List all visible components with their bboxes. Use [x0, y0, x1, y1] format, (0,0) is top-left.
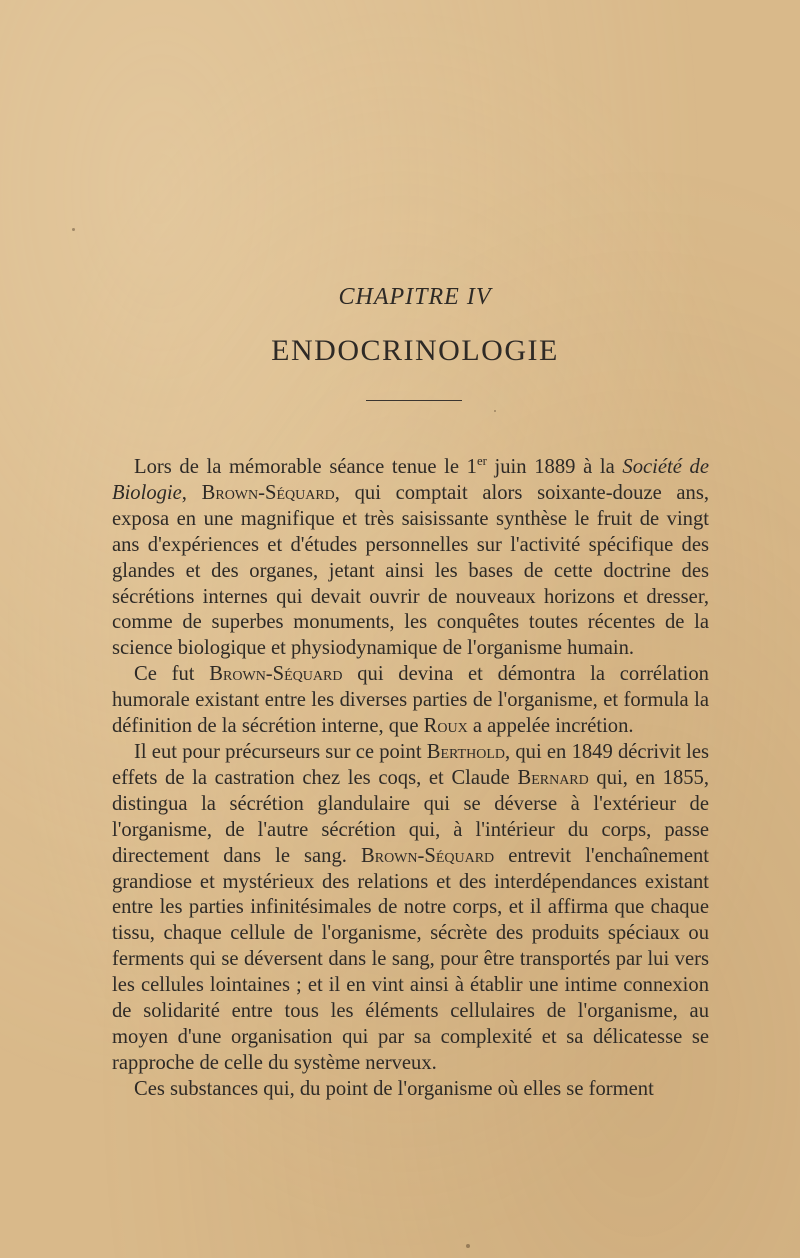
p2-text-a: Ce fut — [134, 663, 210, 686]
p4-text-a: Ces substances qui, du point de l'organisme où elles se forment — [134, 1077, 654, 1100]
paragraph-2 — [112, 662, 709, 740]
p1-text-d: , qui comptait alors soixante-douze ans, exposa en une magnifique et très saisissante synthèse le fruit de vingt ans d'expériences et d'études personnelles sur l'activité spécifique des glandes et des organes, jetant ainsi les bases de cette doctrine des sécrétions internes qui devait ouvrir de nouveaux horizons et dresser, comme de superbes monuments, les conquêtes toutes récentes de la science biologique et physiodynamique de l'organisme humain. — [112, 481, 710, 660]
p1-text-c: , — [181, 481, 202, 504]
p1-text-a: Lors de la mémorable séance tenue le 1 — [134, 456, 477, 478]
p3-text-a: Il eut pour précurseurs sur ce point — [134, 740, 427, 763]
title-divider — [366, 400, 462, 401]
p2-author-name: Brown-Séquard — [209, 663, 343, 686]
p2-author-roux: Roux — [423, 715, 468, 738]
paper-speck — [72, 228, 75, 231]
p1-author-name: Brown-Séquard — [201, 481, 335, 504]
p1-society-name: Société de Biologie — [112, 456, 709, 504]
p3-author-brown-sequard: Brown-Séquard — [361, 844, 495, 867]
p3-text-b: , qui en 1849 décrivit les effets de la castration chez les coqs, et Claude — [112, 740, 709, 789]
chapter-label: CHAPITRE IV — [338, 284, 492, 310]
paragraph-3 — [112, 740, 709, 1077]
paragraph-4 — [112, 1077, 709, 1103]
paragraph-1 — [112, 455, 709, 662]
paper-speck — [466, 1244, 470, 1248]
p3-author-berthold: Berthold — [426, 740, 505, 763]
paper-speck — [494, 410, 496, 412]
p3-text-c: qui, en 1855, distingua la sécrétion glandulaire qui se déverse à l'extérieur de l'organisme, de l'autre sécrétion qui, à l'intérieur du corps, passe directement dans le sang. — [112, 766, 710, 867]
chapter-title: ENDOCRINOLOGIE — [271, 334, 559, 367]
p2-text-c: a appelée incrétion. — [467, 715, 634, 738]
p1-superscript: er — [476, 454, 487, 469]
p3-text-d: entrevit l'enchaînement grandiose et mystérieux des relations et des interdépendances existant entre les parties infinitésimales de notre corps, et il affirma que chaque tissu, chaque cellule de l'organisme, sécrète des produits spéciaux ou ferments qui se déversent dans le sang, pour être transportés par lui vers les cellules lointaines ; et il en vint ainsi à établir une intime connexion de solidarité entre tous les éléments cellulaires de l'organisme, au moyen d'une organisation qui par sa complexité et sa délicatesse se rapproche de celle du système nerveux. — [112, 844, 709, 1074]
body-text — [112, 455, 709, 1103]
p3-author-bernard: Bernard — [517, 766, 589, 789]
p2-text-b: qui devina et démontra la corrélation humorale existant entre les diverses parties de l'organisme, et formula la définition de la sécrétion interne, que — [112, 663, 709, 738]
p1-text-b: juin 1889 à la — [486, 456, 623, 478]
